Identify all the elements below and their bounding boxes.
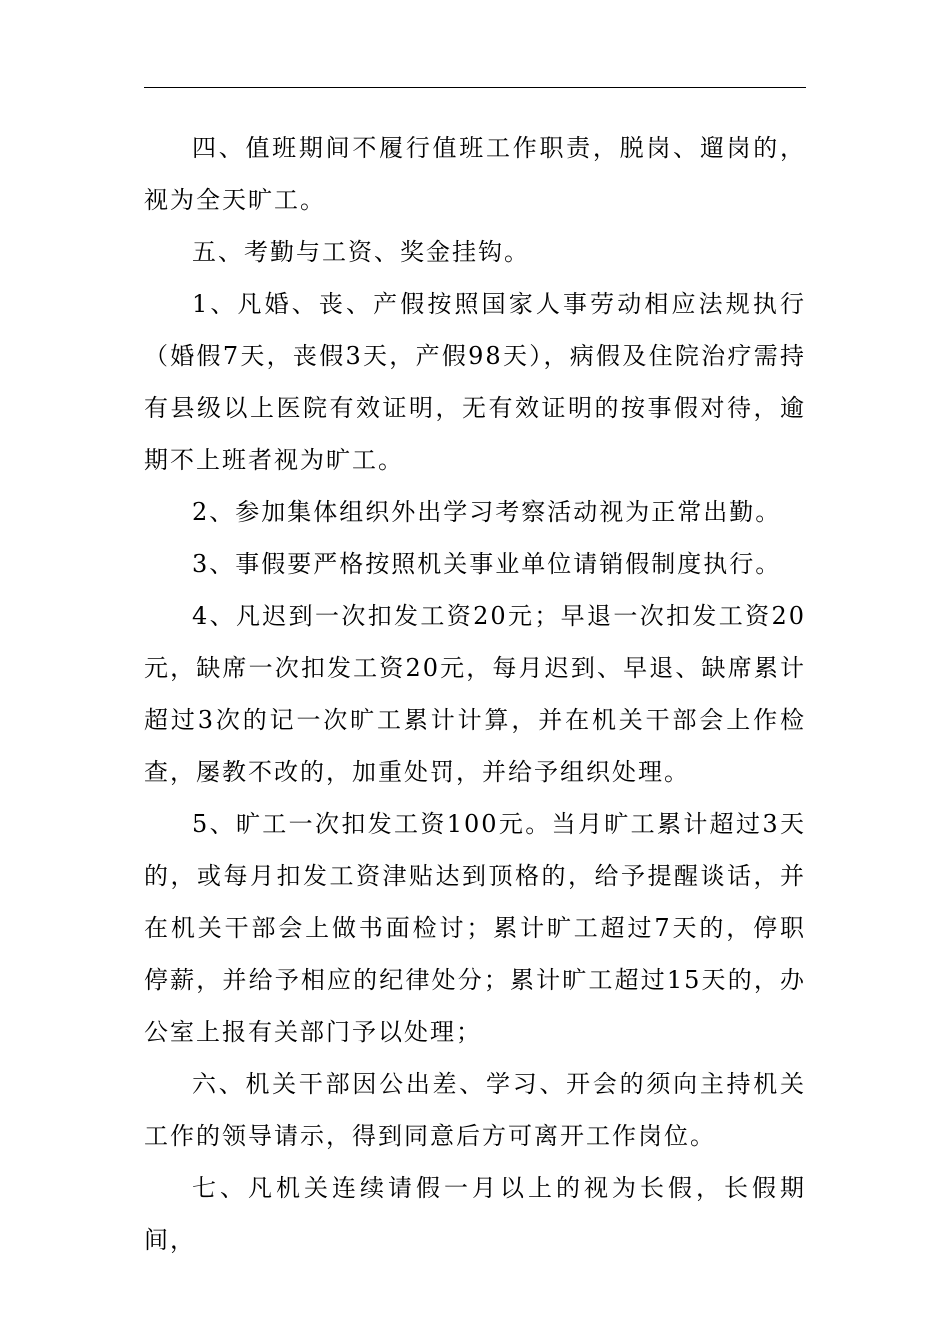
paragraph-late-early: 4、凡迟到一次扣发工资20元；早退一次扣发工资20元，缺席一次扣发工资20元，每月迟到、早退、缺席累计超过3次的记一次旷工累计计算，并在机关干部会上作检查，屡教不改的，加重处罚，并给予组织处理。 xyxy=(144,602,806,786)
paragraph-attendance-pay: 五、考勤与工资、奖金挂钩。 xyxy=(192,238,530,266)
header-rule xyxy=(144,87,806,88)
paragraph-absenteeism: 5、旷工一次扣发工资100元。当月旷工累计超过3天的，或每月扣发工资津贴达到顶格的，给予提醒谈话，并在机关干部会上做书面检讨；累计旷工超过7天的，停职停薪，并给予相应的纪律处分；累计旷工超过15天的，办公室上报有关部门予以处理； xyxy=(144,810,806,1046)
paragraph-leave-rules: 1、凡婚、丧、产假按照国家人事劳动相应法规执行（婚假7天，丧假3天，产假98天），病假及住院治疗需持有县级以上医院有效证明，无有效证明的按事假对待，逾期不上班者视为旷工。 xyxy=(144,290,806,474)
document-body xyxy=(144,122,806,1266)
paragraph-study-trips: 2、参加集体组织外出学习考察活动视为正常出勤。 xyxy=(192,498,782,526)
paragraph-business-trips: 六、机关干部因公出差、学习、开会的须向主持机关工作的领导请示，得到同意后方可离开工作岗位。 xyxy=(144,1070,806,1150)
paragraph-personal-leave: 3、事假要严格按照机关事业单位请销假制度执行。 xyxy=(192,550,782,578)
paragraph-duty-absence: 四、值班期间不履行值班工作职责，脱岗、遛岗的，视为全天旷工。 xyxy=(144,134,806,214)
paragraph-long-leave: 七、凡机关连续请假一月以上的视为长假，长假期间， xyxy=(144,1174,806,1254)
